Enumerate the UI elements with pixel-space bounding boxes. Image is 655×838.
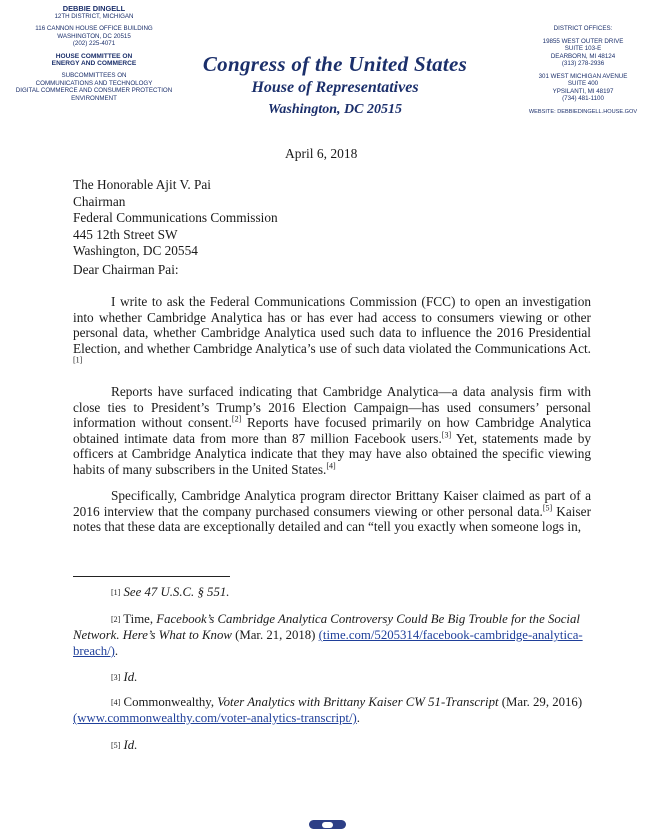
- house-title: House of Representatives: [251, 79, 419, 96]
- office-building: 116 CANNON HOUSE OFFICE BUILDING: [35, 25, 153, 33]
- footnote-2-date: (Mar. 21, 2018): [231, 628, 319, 642]
- footnote-ref-3[interactable]: [3]: [441, 430, 452, 440]
- footnote-2-title: Facebook’s Cambridge Analytica Controversy Could Be Big Trouble for the Social Network. Here’s What to Know: [73, 612, 580, 642]
- footnote-ref-5[interactable]: [5]: [542, 503, 553, 513]
- paragraph-1: [73, 294, 591, 372]
- footnote-2-end: .: [114, 644, 119, 658]
- washington-title: Washington, DC 20515: [268, 102, 402, 117]
- footnote-4-title: Voter Analytics with Brittany Kaiser CW 51-Transcript: [217, 695, 499, 709]
- recipient-line-5: Washington, DC 20554: [73, 243, 198, 259]
- footnote-1: [111, 584, 229, 600]
- paragraph-3: [73, 488, 591, 535]
- footnote-4-date: (Mar. 29, 2016): [498, 695, 583, 709]
- footnote-2-source: Time,: [123, 612, 157, 626]
- footnote-ref-4[interactable]: [4]: [326, 461, 336, 471]
- office-phone: (202) 225-4071: [72, 40, 116, 48]
- footnote-4-mark: [4]: [111, 698, 121, 707]
- subcommittee-2: DIGITAL COMMERCE AND CONSUMER PROTECTION: [15, 87, 173, 95]
- footnote-3: [111, 669, 137, 685]
- office1-line3: DEARBORN, MI 48124: [550, 52, 616, 60]
- letterhead-center: [190, 52, 480, 120]
- recipient-line-4: 445 12th Street SW: [73, 226, 178, 242]
- recipient-address: [73, 177, 278, 260]
- recipient-line-1: The Honorable Ajit V. Pai: [73, 177, 212, 192]
- recipient-line-3: Federal Communications Commission: [73, 210, 278, 226]
- footnote-1-mark: [1]: [111, 588, 121, 597]
- footnote-4-source: Commonwealthy,: [123, 695, 218, 709]
- office2-line1: 301 WEST MICHIGAN AVENUE: [538, 72, 628, 80]
- footnote-4-link[interactable]: (www.commonwealthy.com/voter-analytics-transcript/): [73, 711, 357, 725]
- footnote-3-mark: [3]: [111, 673, 121, 682]
- website: WEBSITE: DEBBIEDINGELL.HOUSE.GOV: [528, 108, 638, 115]
- footnote-5-mark: [5]: [111, 741, 121, 750]
- footnote-ref-1[interactable]: [1]: [73, 355, 83, 365]
- footnote-4-end: .: [356, 711, 360, 725]
- paragraph-2-text-a: Reports have surfaced indicating that Cambridge Analytica—a data analysis firm with close ties to President’s Trump’s 2016 Election Campaign—has used consumers’ personal information without consent.: [73, 384, 591, 431]
- committee-line-1: HOUSE COMMITTEE ON: [55, 52, 133, 60]
- office-city: WASHINGTON, DC 20515: [57, 32, 131, 40]
- office2-line2: SUITE 400: [567, 80, 599, 87]
- office1-line1: 19855 WEST OUTER DRIVE: [542, 37, 624, 45]
- footnote-divider: [73, 576, 230, 577]
- letterhead-left: [6, 4, 182, 102]
- footnote-3-text: Id.: [123, 670, 138, 684]
- footnote-5-text: Id.: [123, 738, 138, 752]
- recipient-line-2: Chairman: [73, 193, 126, 209]
- member-district: 12TH DISTRICT, MICHIGAN: [54, 13, 134, 20]
- recycled-paper-seal-icon: [309, 820, 346, 829]
- congress-title: Congress of the United States: [202, 52, 468, 76]
- subcommittee-1: COMMUNICATIONS AND TECHNOLOGY: [35, 79, 153, 87]
- member-name: DEBBIE DINGELL: [62, 4, 126, 13]
- office2-phone: (734) 481-1100: [562, 95, 604, 102]
- footnote-2-mark: [2]: [111, 615, 121, 624]
- paragraph-1-text: I write to ask the Federal Communications Commission (FCC) to open an investigation into whether Cambridge Analytica has or has ever had access to consumers viewing or other personal data, whether Cambridge Analytica used such data to influence the 2016 Presidential Election, and whether Cambridge Analytica’s use of such data violated the Communications Act.: [73, 294, 591, 356]
- committee-line-2: ENERGY AND COMMERCE: [51, 60, 137, 68]
- footnote-1-text: See 47 U.S.C. § 551.: [123, 585, 230, 599]
- paragraph-3-text-a: Specifically, Cambridge Analytica program director Brittany Kaiser claimed as part of a 2016 interview that the company purchased consumers viewing or other personal data.: [73, 488, 591, 519]
- paragraph-2: [73, 384, 591, 478]
- office1-phone: (313) 278-2936: [561, 60, 605, 67]
- office2-line3: YPSILANTI, MI 48197: [552, 87, 614, 95]
- footnote-2-link[interactable]: (time.com/5205314/facebook-cambridge-analytica-breach/): [73, 628, 583, 658]
- letter-date: April 6, 2018: [285, 146, 358, 161]
- footnote-2: [73, 611, 591, 659]
- paragraph-3-text-b: Kaiser notes that these data are exceptionally detailed and can “tell you exactly when someone logs in,: [73, 503, 592, 535]
- footnote-5: [111, 737, 137, 753]
- subcommittees-label: SUBCOMMITTEES ON: [61, 72, 127, 80]
- letterhead-right: [518, 25, 648, 116]
- paragraph-2-text-b: Reports have focused primarily on how Cambridge Analytica obtained intimate data from more than 87 million Facebook users.: [73, 415, 592, 446]
- subcommittee-3: ENVIRONMENT: [71, 94, 117, 102]
- district-offices-label: DISTRICT OFFICES:: [553, 25, 613, 32]
- footnote-ref-2[interactable]: [2]: [231, 414, 242, 424]
- paragraph-2-text-c: Yet, statements made by officers at Cambridge Analytica indicate that they may have also obtained the specific viewing habits of many subscribers in the United States.: [73, 430, 592, 477]
- office1-line2: SUITE 103-E: [564, 45, 602, 52]
- salutation: Dear Chairman Pai:: [73, 262, 179, 277]
- footnote-4: [73, 694, 591, 726]
